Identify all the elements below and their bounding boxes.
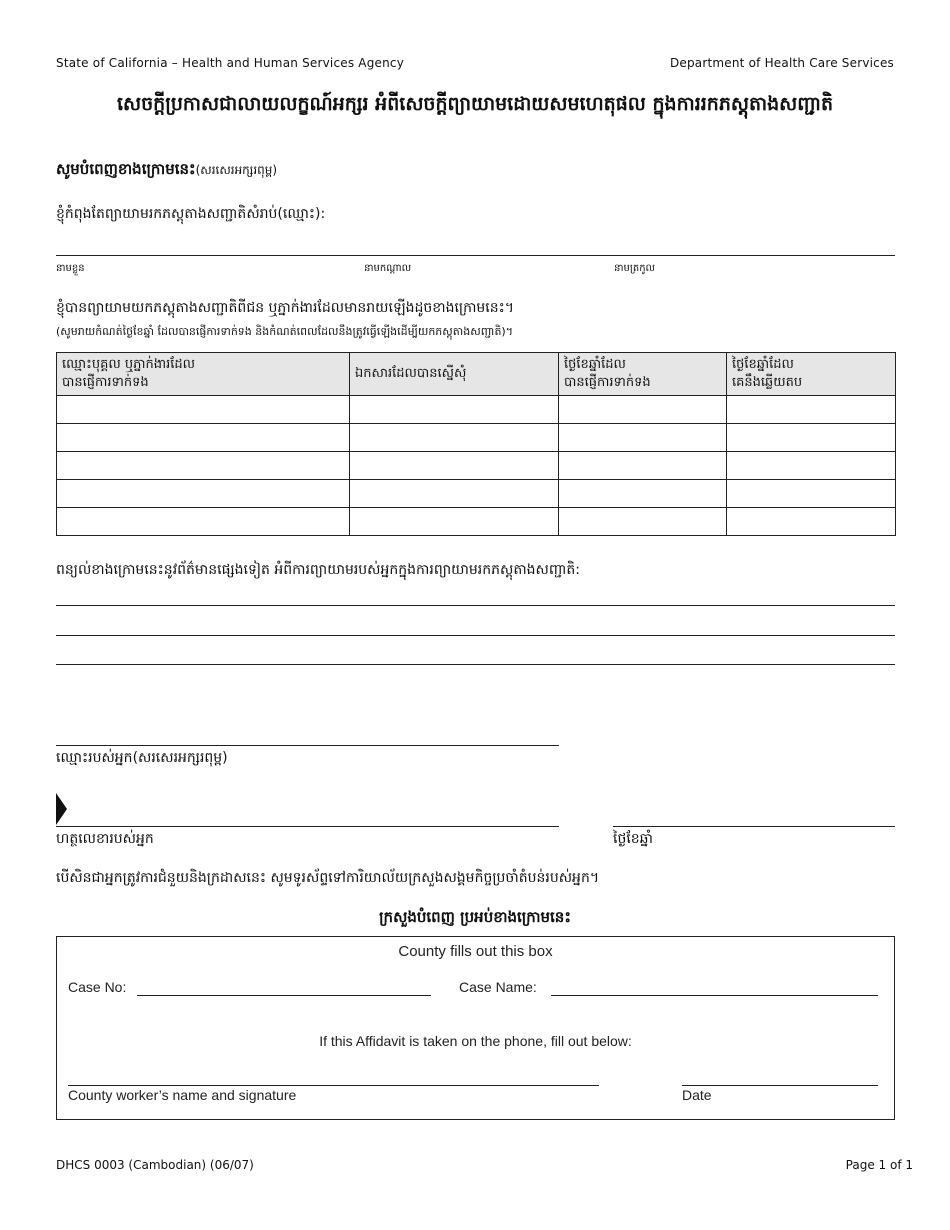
column-header-date-sent: ថ្ងៃខែឆ្នាំដែល បានផ្ញើការទាក់ទង bbox=[559, 353, 727, 396]
table-row bbox=[57, 508, 896, 536]
contact-note: (សូមរាយកំណត់ថ្ងៃខែឆ្នាំ ដែលបានផ្ញើការទាក់ទង និងកំណត់ពេលដែលនឹងត្រូវធ្វើឡើងដើម្បីយកភស្តុតាងសញ្ជាតិ)។ bbox=[56, 325, 513, 338]
explanation-line-1[interactable] bbox=[56, 605, 895, 606]
fill-instructions bbox=[56, 160, 277, 182]
table-row bbox=[57, 424, 896, 452]
fill-instructions-heading: សូមបំពេញខាងក្រោមនេះ bbox=[56, 160, 196, 178]
signature-field[interactable] bbox=[56, 826, 559, 827]
signature-label: ហត្ថលេខារបស់អ្នក bbox=[56, 831, 154, 847]
table-cell[interactable] bbox=[727, 396, 896, 424]
table-cell[interactable] bbox=[559, 396, 727, 424]
print-note: (សរសេរអក្សរពុម្ព) bbox=[195, 163, 278, 177]
help-text: បើសិនជាអ្នកត្រូវការជំនួយនិងក្រដាសនេះ សូមទូរស័ព្ទទៅការិយាល័យក្រសួងសង្គមកិច្ចប្រចាំតំបន់របស់អ្នក។ bbox=[56, 870, 600, 886]
department-header: Department of Health Care Services bbox=[669, 56, 894, 70]
table-cell[interactable] bbox=[350, 508, 559, 536]
table-cell[interactable] bbox=[350, 480, 559, 508]
contact-statement: ខ្ញុំបានព្យាយាមយកភស្តុតាងសញ្ជាតិពីជន ឬភ្នាក់ងារដែលមានរាយឡើងដូចខាងក្រោមនេះ។ bbox=[56, 300, 515, 316]
table-cell[interactable] bbox=[57, 508, 350, 536]
contact-table bbox=[56, 352, 896, 536]
name-prompt: ខ្ញុំកំពុងតែព្យាយាមរកភស្តុតាងសញ្ជាតិសំរាប់(ឈ្មោះ): bbox=[56, 206, 326, 222]
full-name-field[interactable] bbox=[56, 255, 895, 256]
table-row bbox=[57, 396, 896, 424]
table-cell[interactable] bbox=[57, 396, 350, 424]
table-cell[interactable] bbox=[559, 424, 727, 452]
page-number: Page 1 of 1 bbox=[845, 1158, 913, 1172]
signature-date-label: ថ្ងៃខែឆ្នាំ bbox=[613, 831, 653, 847]
county-box bbox=[56, 936, 895, 1120]
middle-name-label: នាមកណ្តាល bbox=[364, 263, 412, 274]
column-header-documents: ឯកសារដែលបានស្នើសុំ bbox=[350, 353, 559, 396]
table-row bbox=[57, 452, 896, 480]
explanation-line-2[interactable] bbox=[56, 635, 895, 636]
table-cell[interactable] bbox=[727, 452, 896, 480]
table-cell[interactable] bbox=[559, 452, 727, 480]
column-header-date-reply: ថ្ងៃខែឆ្នាំដែល គេនឹងឆ្លើយតប bbox=[727, 353, 896, 396]
table-cell[interactable] bbox=[559, 480, 727, 508]
case-no-label: Case No: bbox=[68, 979, 127, 995]
county-worker-field[interactable] bbox=[68, 1085, 599, 1086]
table-cell[interactable] bbox=[57, 424, 350, 452]
county-box-title: County fills out this box bbox=[398, 943, 553, 960]
table-cell[interactable] bbox=[727, 424, 896, 452]
last-name-label: នាមត្រកូល bbox=[614, 263, 656, 274]
county-date-label: Date bbox=[682, 1087, 712, 1103]
agency-header: State of California – Health and Human Services Agency bbox=[56, 56, 405, 70]
county-khmer-title: ក្រសួងបំពេញ ប្រអប់ខាងក្រោមនេះ bbox=[379, 908, 571, 926]
table-cell[interactable] bbox=[350, 452, 559, 480]
column-header-contact-name: ឈ្មោះបុគ្គល ឬភ្នាក់ងារដែល បានផ្ញើការទាក់ទង bbox=[57, 353, 350, 396]
county-date-field[interactable] bbox=[682, 1085, 878, 1086]
case-name-label: Case Name: bbox=[459, 979, 537, 995]
sign-here-arrow-icon bbox=[56, 793, 67, 825]
form-id: DHCS 0003 (Cambodian) (06/07) bbox=[56, 1158, 254, 1172]
table-header-row bbox=[57, 353, 896, 396]
table-cell[interactable] bbox=[727, 508, 896, 536]
form-title: សេចក្តីប្រកាសជាលាយលក្ខណ៍អក្សរ អំពីសេចក្តីព្យាយាមដោយសមហេតុផល ក្នុងការរកភស្តុតាងសញ្ជាតិ bbox=[116, 93, 834, 115]
table-cell[interactable] bbox=[350, 424, 559, 452]
case-no-field[interactable] bbox=[137, 995, 431, 996]
printed-name-field[interactable] bbox=[56, 745, 559, 746]
explanation-line-3[interactable] bbox=[56, 664, 895, 665]
signature-date-field[interactable] bbox=[613, 826, 895, 827]
table-cell[interactable] bbox=[57, 452, 350, 480]
first-name-label: នាមខ្លួន bbox=[56, 263, 85, 274]
printed-name-label: ឈ្មោះរបស់អ្នក(សរសេរអក្សរពុម្ព) bbox=[56, 750, 228, 766]
table-cell[interactable] bbox=[57, 480, 350, 508]
table-row bbox=[57, 480, 896, 508]
county-worker-label: County worker’s name and signature bbox=[68, 1087, 297, 1103]
table-cell[interactable] bbox=[350, 396, 559, 424]
case-name-field[interactable] bbox=[551, 995, 878, 996]
table-cell[interactable] bbox=[559, 508, 727, 536]
table-cell[interactable] bbox=[727, 480, 896, 508]
phone-note: If this Affidavit is taken on the phone, fill out below: bbox=[319, 1033, 632, 1049]
explanation-prompt: ពន្យល់ខាងក្រោមនេះនូវព័ត៌មានផ្សេងទៀត អំពីការព្យាយាមរបស់អ្នកក្នុងការព្យាយាមរកភស្តុតាងសញ្ជាតិ: bbox=[56, 562, 580, 578]
